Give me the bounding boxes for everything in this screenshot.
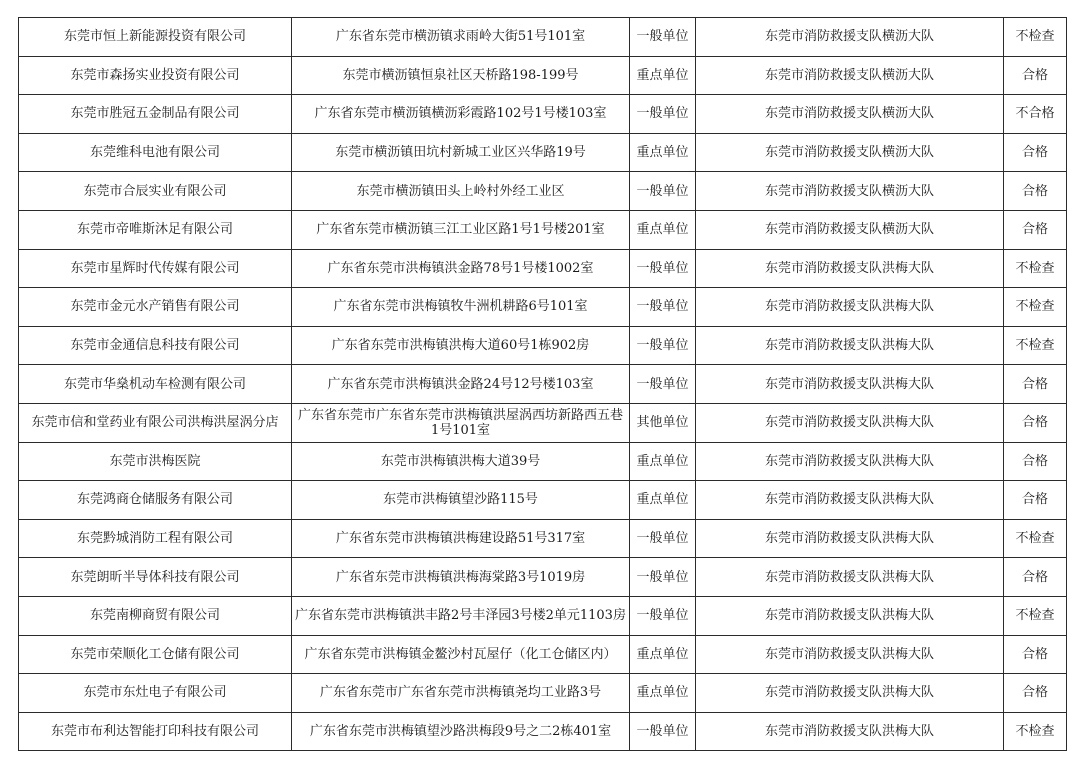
unit-category-cell: 重点单位 xyxy=(630,210,696,249)
table-row xyxy=(19,442,1067,481)
table-row xyxy=(19,326,1067,365)
fire-brigade-cell: 东莞市消防救援支队洪梅大队 xyxy=(696,326,1004,365)
fire-brigade-cell: 东莞市消防救援支队洪梅大队 xyxy=(696,519,1004,558)
inspection-result-cell: 合格 xyxy=(1004,558,1067,597)
table-row xyxy=(19,288,1067,327)
company-name-cell: 东莞市金元水产销售有限公司 xyxy=(19,288,292,327)
unit-category-cell: 一般单位 xyxy=(630,172,696,211)
company-name-cell: 东莞市信和堂药业有限公司洪梅洪屋涡分店 xyxy=(19,403,292,442)
inspection-result-cell: 不检查 xyxy=(1004,712,1067,751)
table-row xyxy=(19,210,1067,249)
inspection-result-cell: 合格 xyxy=(1004,365,1067,404)
inspection-result-cell: 不检查 xyxy=(1004,288,1067,327)
company-name-cell: 东莞朗昕半导体科技有限公司 xyxy=(19,558,292,597)
unit-category-cell: 其他单位 xyxy=(630,403,696,442)
fire-brigade-cell: 东莞市消防救援支队横沥大队 xyxy=(696,133,1004,172)
fire-brigade-cell: 东莞市消防救援支队横沥大队 xyxy=(696,18,1004,57)
company-name-cell: 东莞黔城消防工程有限公司 xyxy=(19,519,292,558)
table-row xyxy=(19,481,1067,520)
company-name-cell: 东莞市森扬实业投资有限公司 xyxy=(19,56,292,95)
company-name-cell: 东莞市合辰实业有限公司 xyxy=(19,172,292,211)
table-row xyxy=(19,519,1067,558)
unit-category-cell: 一般单位 xyxy=(630,365,696,404)
inspection-result-cell: 合格 xyxy=(1004,635,1067,674)
address-cell: 广东省东莞市洪梅镇洪梅大道60号1栋902房 xyxy=(292,326,630,365)
table-row xyxy=(19,18,1067,57)
company-name-cell: 东莞市东灶电子有限公司 xyxy=(19,674,292,713)
fire-brigade-cell: 东莞市消防救援支队洪梅大队 xyxy=(696,403,1004,442)
fire-brigade-cell: 东莞市消防救援支队洪梅大队 xyxy=(696,558,1004,597)
address-cell: 东莞市横沥镇田坑村新城工业区兴华路19号 xyxy=(292,133,630,172)
unit-category-cell: 重点单位 xyxy=(630,674,696,713)
unit-category-cell: 一般单位 xyxy=(630,596,696,635)
address-cell: 广东省东莞市洪梅镇洪梅海棠路3号1019房 xyxy=(292,558,630,597)
fire-brigade-cell: 东莞市消防救援支队洪梅大队 xyxy=(696,481,1004,520)
address-cell: 广东省东莞市洪梅镇望沙路洪梅段9号之二2栋401室 xyxy=(292,712,630,751)
company-name-cell: 东莞鸿商仓储服务有限公司 xyxy=(19,481,292,520)
table-row xyxy=(19,365,1067,404)
inspection-result-cell: 合格 xyxy=(1004,674,1067,713)
unit-category-cell: 一般单位 xyxy=(630,95,696,134)
company-name-cell: 东莞市星辉时代传媒有限公司 xyxy=(19,249,292,288)
fire-brigade-cell: 东莞市消防救援支队横沥大队 xyxy=(696,210,1004,249)
inspection-result-cell: 合格 xyxy=(1004,481,1067,520)
inspection-results-table xyxy=(18,17,1067,751)
table-row xyxy=(19,635,1067,674)
inspection-result-cell: 不检查 xyxy=(1004,249,1067,288)
table-row xyxy=(19,674,1067,713)
inspection-result-cell: 不检查 xyxy=(1004,596,1067,635)
company-name-cell: 东莞市恒上新能源投资有限公司 xyxy=(19,18,292,57)
fire-brigade-cell: 东莞市消防救援支队洪梅大队 xyxy=(696,288,1004,327)
address-cell: 广东省东莞市横沥镇求雨岭大街51号101室 xyxy=(292,18,630,57)
address-cell: 广东省东莞市横沥镇横沥彩霞路102号1号楼103室 xyxy=(292,95,630,134)
inspection-result-cell: 不合格 xyxy=(1004,95,1067,134)
address-cell: 广东省东莞市广东省东莞市洪梅镇尧均工业路3号 xyxy=(292,674,630,713)
address-cell: 广东省东莞市横沥镇三江工业区路1号1号楼201室 xyxy=(292,210,630,249)
fire-brigade-cell: 东莞市消防救援支队洪梅大队 xyxy=(696,712,1004,751)
inspection-result-cell: 合格 xyxy=(1004,133,1067,172)
company-name-cell: 东莞市胜冠五金制品有限公司 xyxy=(19,95,292,134)
table-row xyxy=(19,558,1067,597)
unit-category-cell: 重点单位 xyxy=(630,635,696,674)
unit-category-cell: 一般单位 xyxy=(630,18,696,57)
fire-brigade-cell: 东莞市消防救援支队洪梅大队 xyxy=(696,674,1004,713)
inspection-result-cell: 不检查 xyxy=(1004,519,1067,558)
unit-category-cell: 一般单位 xyxy=(630,519,696,558)
table-row xyxy=(19,596,1067,635)
inspection-result-cell: 合格 xyxy=(1004,442,1067,481)
company-name-cell: 东莞市荣顺化工仓储有限公司 xyxy=(19,635,292,674)
address-cell: 广东省东莞市广东省东莞市洪梅镇洪屋涡西坊新路西五巷1号101室 xyxy=(292,403,630,442)
fire-brigade-cell: 东莞市消防救援支队洪梅大队 xyxy=(696,442,1004,481)
fire-brigade-cell: 东莞市消防救援支队洪梅大队 xyxy=(696,249,1004,288)
table-row xyxy=(19,712,1067,751)
table-row xyxy=(19,95,1067,134)
unit-category-cell: 重点单位 xyxy=(630,133,696,172)
unit-category-cell: 一般单位 xyxy=(630,288,696,327)
address-cell: 广东省东莞市洪梅镇洪梅建设路51号317室 xyxy=(292,519,630,558)
table-row xyxy=(19,249,1067,288)
fire-brigade-cell: 东莞市消防救援支队横沥大队 xyxy=(696,95,1004,134)
fire-brigade-cell: 东莞市消防救援支队洪梅大队 xyxy=(696,635,1004,674)
inspection-result-cell: 合格 xyxy=(1004,172,1067,211)
address-cell: 广东省东莞市洪梅镇牧牛洲机耕路6号101室 xyxy=(292,288,630,327)
unit-category-cell: 一般单位 xyxy=(630,326,696,365)
unit-category-cell: 一般单位 xyxy=(630,249,696,288)
company-name-cell: 东莞南柳商贸有限公司 xyxy=(19,596,292,635)
address-cell: 东莞市横沥镇恒泉社区天桥路198-199号 xyxy=(292,56,630,95)
company-name-cell: 东莞市洪梅医院 xyxy=(19,442,292,481)
address-cell: 东莞市横沥镇田头上岭村外经工业区 xyxy=(292,172,630,211)
company-name-cell: 东莞市华燊机动车检测有限公司 xyxy=(19,365,292,404)
unit-category-cell: 一般单位 xyxy=(630,712,696,751)
address-cell: 广东省东莞市洪梅镇洪丰路2号丰泽园3号楼2单元1103房 xyxy=(292,596,630,635)
address-cell: 广东省东莞市洪梅镇金鳌沙村瓦屋仔（化工仓储区内） xyxy=(292,635,630,674)
table-row xyxy=(19,172,1067,211)
inspection-result-cell: 合格 xyxy=(1004,56,1067,95)
inspection-result-cell: 不检查 xyxy=(1004,18,1067,57)
table-row xyxy=(19,133,1067,172)
address-cell: 东莞市洪梅镇望沙路115号 xyxy=(292,481,630,520)
fire-brigade-cell: 东莞市消防救援支队洪梅大队 xyxy=(696,596,1004,635)
unit-category-cell: 重点单位 xyxy=(630,442,696,481)
address-cell: 广东省东莞市洪梅镇洪金路78号1号楼1002室 xyxy=(292,249,630,288)
fire-brigade-cell: 东莞市消防救援支队横沥大队 xyxy=(696,56,1004,95)
unit-category-cell: 重点单位 xyxy=(630,56,696,95)
company-name-cell: 东莞市金通信息科技有限公司 xyxy=(19,326,292,365)
company-name-cell: 东莞市帝唯斯沐足有限公司 xyxy=(19,210,292,249)
inspection-result-cell: 合格 xyxy=(1004,210,1067,249)
fire-brigade-cell: 东莞市消防救援支队洪梅大队 xyxy=(696,365,1004,404)
inspection-result-cell: 不检查 xyxy=(1004,326,1067,365)
fire-brigade-cell: 东莞市消防救援支队横沥大队 xyxy=(696,172,1004,211)
company-name-cell: 东莞维科电池有限公司 xyxy=(19,133,292,172)
table-body xyxy=(19,18,1067,751)
address-cell: 东莞市洪梅镇洪梅大道39号 xyxy=(292,442,630,481)
unit-category-cell: 重点单位 xyxy=(630,481,696,520)
unit-category-cell: 一般单位 xyxy=(630,558,696,597)
inspection-result-cell: 合格 xyxy=(1004,403,1067,442)
company-name-cell: 东莞市布利达智能打印科技有限公司 xyxy=(19,712,292,751)
address-cell: 广东省东莞市洪梅镇洪金路24号12号楼103室 xyxy=(292,365,630,404)
table-row xyxy=(19,56,1067,95)
table-row xyxy=(19,403,1067,442)
